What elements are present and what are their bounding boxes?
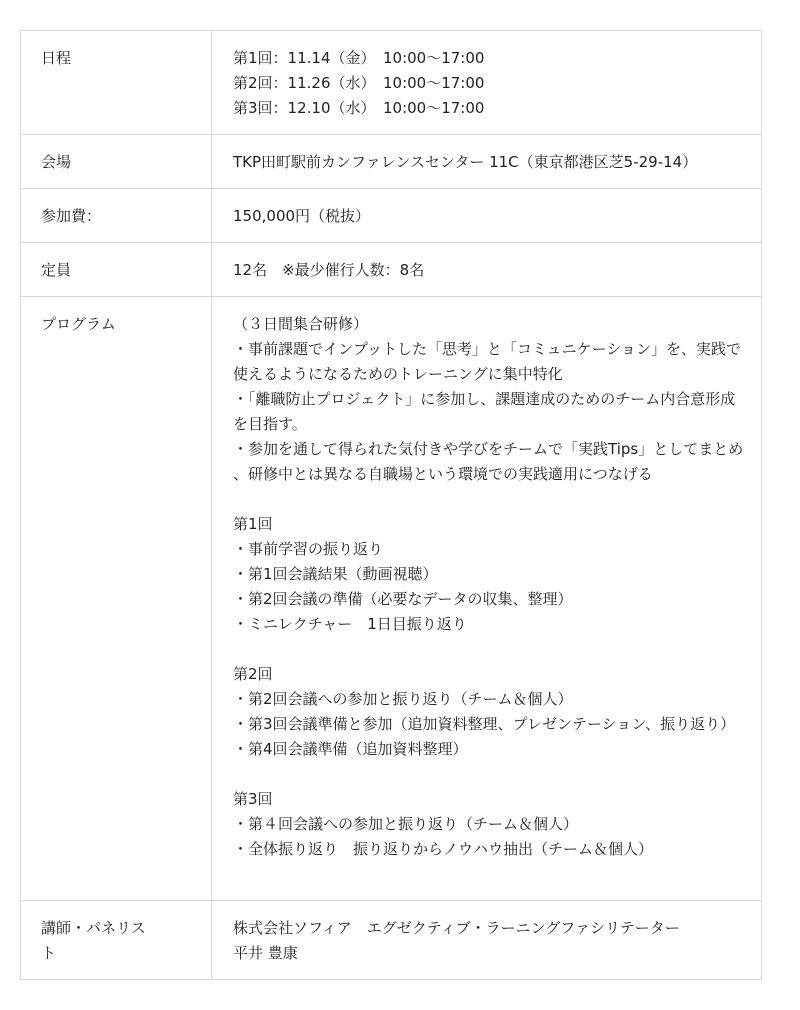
capacity-label-cell [21,243,212,297]
instructor-label-cell [21,901,212,980]
program-intro-line: 使えるようになるためのトレーニングに集中特化 [233,365,563,383]
day2-item: ・第4回会議準備（追加資料整理） [233,740,468,758]
row-fee [21,189,762,243]
program-label: プログラム [41,315,116,333]
instructor-name: 平井 豊康 [233,944,298,962]
program-intro-line: ・「離職防止プロジェクト」に参加し、課題達成のためのチーム内合意形成 [233,390,736,408]
day2-item: ・第3回会議準備と参加（追加資料整理、プレゼンテーション、振り返り） [233,715,736,733]
day1-item: ・ミニレクチャー 1日目振り返り [233,615,467,633]
fee-value-cell [212,189,762,243]
day1-item: ・事前学習の振り返り [233,540,384,558]
program-intro-line: 、研修中とは異なる自職場という環境での実践適用につなげる [233,465,653,483]
program-value-cell [212,297,762,901]
venue-value: TKP田町駅前カンファレンスセンター 11C（東京都港区芝5-29-14） [233,153,698,171]
schedule-label: 日程 [41,49,72,67]
seminar-info-table [20,30,762,980]
day1-heading: 第1回 [233,515,273,533]
day3-item: ・第４回会議への参加と振り返り（チーム＆個人） [233,815,579,833]
spacer [233,762,740,787]
day3-heading: 第3回 [233,790,273,808]
program-label-cell [21,297,212,901]
row-schedule [21,31,762,135]
spacer [233,637,740,662]
schedule-value-cell [212,31,762,135]
day2-item: ・第2回会議への参加と振り返り（チーム＆個人） [233,690,573,708]
instructor-value-cell [212,901,762,980]
row-program [21,297,762,901]
venue-value-cell [212,135,762,189]
program-intro-line: ・参加を通して得られた気付きや学びをチームで「実践Tips」としてまとめ [233,440,744,458]
fee-label: 参加費： [41,207,102,225]
capacity-value: 12名 ※最少催行人数：8名 [233,261,425,279]
program-intro-line: （３日間集合研修） [233,315,369,333]
capacity-value-cell [212,243,762,297]
row-venue [21,135,762,189]
schedule-label-cell [21,31,212,135]
schedule-line: 第1回：11.14（金） 10:00〜17:00 [233,49,485,67]
program-intro-line: を目指す。 [233,415,307,433]
instructor-label: 講師・パネリスト [41,919,146,962]
fee-label-cell [21,189,212,243]
day2-heading: 第2回 [233,665,273,683]
day1-item: ・第1回会議結果（動画視聴） [233,565,438,583]
row-capacity [21,243,762,297]
venue-label-cell [21,135,212,189]
capacity-label: 定員 [41,261,72,279]
spacer [233,487,740,512]
schedule-line: 第2回：11.26（水） 10:00〜17:00 [233,74,485,92]
instructor-company: 株式会社ソフィア エグゼクティブ・ラーニングファシリテーター [233,919,680,937]
day1-item: ・第2回会議の準備（必要なデータの収集、整理） [233,590,573,608]
fee-value: 150,000円（税抜） [233,207,371,225]
row-instructor [21,901,762,980]
program-intro-line: ・事前課題でインプットした「思考」と「コミュニケーション」を、実践で [233,340,742,358]
day3-item: ・全体振り返り 振り返りからノウハウ抽出（チーム＆個人） [233,840,654,858]
schedule-line: 第3回：12.10（水） 10:00〜17:00 [233,99,485,117]
venue-label: 会場 [41,153,72,171]
